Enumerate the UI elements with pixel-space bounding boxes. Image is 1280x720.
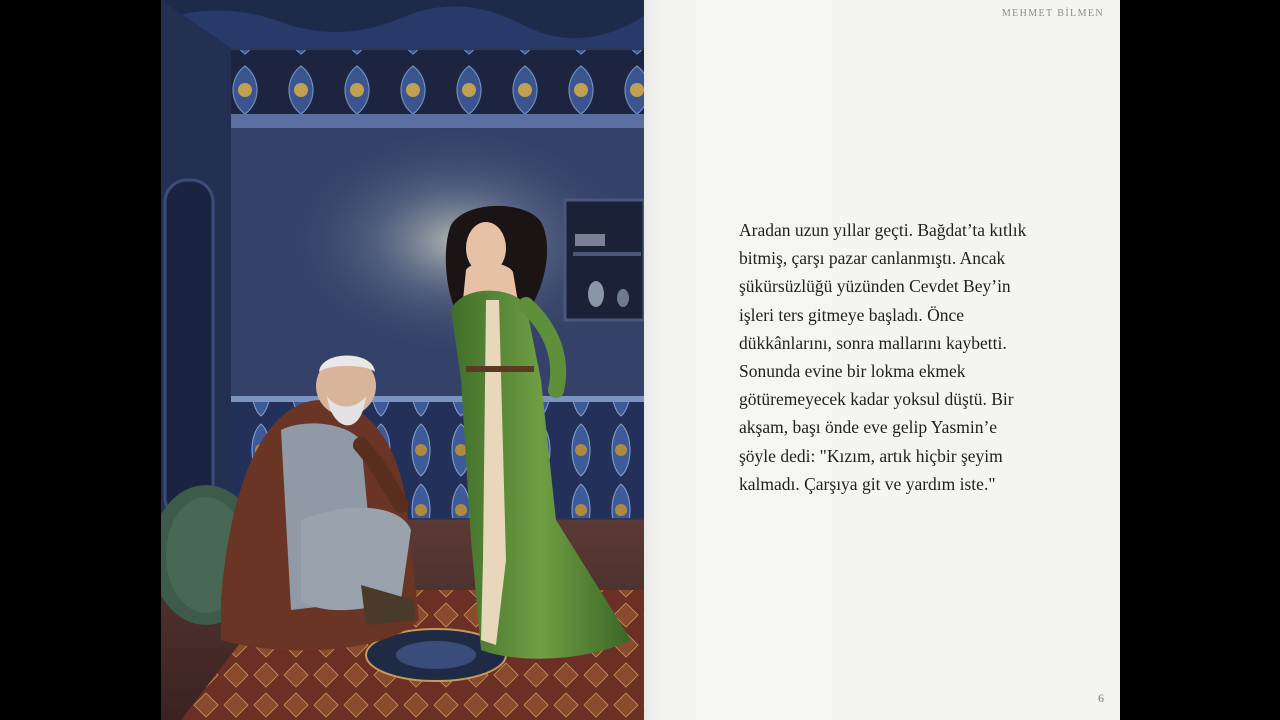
book-spread <box>161 0 1120 720</box>
paragraph-line: Sonunda evine bir lokma ekmek <box>739 361 966 382</box>
paragraph-line: işleri ters gitmeye başladı. Önce <box>739 304 964 325</box>
paragraph-line: şöyle dedi: "Kızım, artık hiçbir şeyim <box>739 445 1003 466</box>
text-page <box>644 0 1120 720</box>
story-illustration <box>161 0 644 720</box>
story-paragraph <box>739 216 1039 498</box>
paragraph-line: götüremeyecek kadar yoksul düştü. Bir <box>739 389 1014 410</box>
illustration-page <box>161 0 644 720</box>
paragraph-line: akşam, başı önde eve gelip Yasmin’e <box>739 417 998 438</box>
paragraph-line: kalmadı. Çarşıya git ve yardım iste." <box>739 473 996 494</box>
paragraph-line: Aradan uzun yıllar geçti. Bağdat’ta kıtlık <box>739 220 1027 240</box>
author-running-head: MEHMET BİLMEN <box>1001 8 1104 19</box>
page-number: 6 <box>1098 691 1104 705</box>
paragraph-line: bitmiş, çarşı pazar canlanmıştı. Ancak <box>739 248 1006 269</box>
paragraph-line: şükürsüzlüğü yüzünden Cevdet Bey’in <box>739 276 1011 297</box>
paragraph-line: dükkânlarını, sonra mallarını kaybetti. <box>739 332 1007 353</box>
